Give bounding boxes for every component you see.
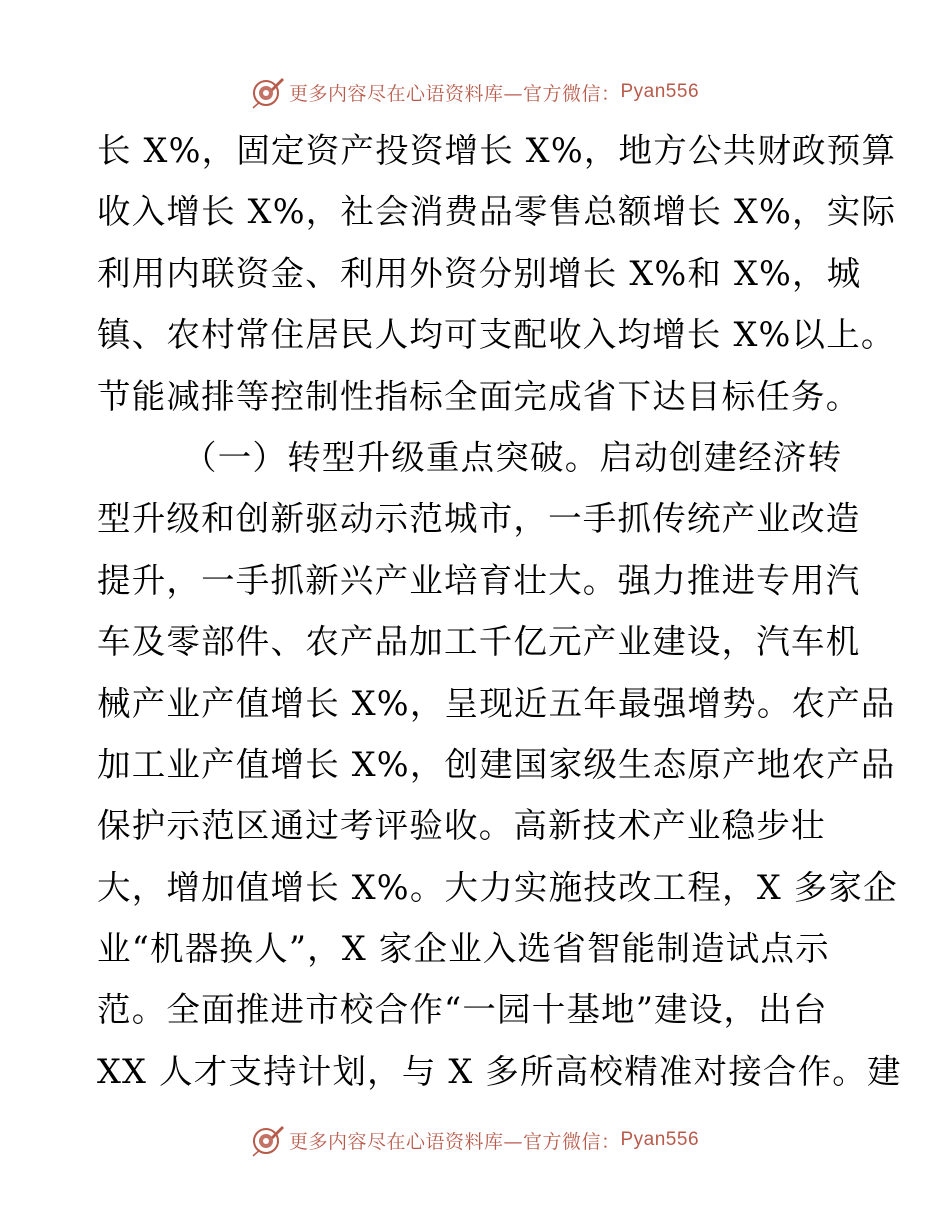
text-line: 范。全面推进市校合作“一园十基地”建设，出台 [97,990,828,1030]
document-body [97,120,902,1102]
text-line: 业“机器换人”，X 家企业入选省智能制造试点示 [97,929,830,969]
watermark-text: 更多内容尽在心语资料库—官方微信： [288,1130,621,1153]
text-line: 保护示范区通过考评验收。高新技术产业稳步壮 [97,806,826,846]
text-line: 利用内联资金、利用外资分别增长 X%和 X%，城 [97,253,862,293]
text-line: 长 X%，固定资产投资增长 X%，地方公共财政预算 [97,131,897,170]
watermark-wechat-id: Pyan556 [620,81,700,102]
text-line: 加工业产值增长 X%，创建国家级生态原产地农产品 [97,744,896,784]
text-line: 节能减排等控制性指标全面完成省下达目标任务。 [97,376,861,416]
text-line: 镇、农村常住居民人均可支配收入均增长 X%以上。 [97,315,896,355]
text-line: 收入增长 X%，社会消费品零售总额增长 X%，实际 [97,192,897,232]
header-watermark [0,72,950,112]
text-line: 车及零部件、农产品加工千亿元产业建设，汽车机 [97,622,861,662]
watermark-wechat-id: Pyan556 [620,1129,700,1150]
watermark-text: 更多内容尽在心语资料库—官方微信： [288,82,621,105]
footer-watermark [0,1120,950,1160]
text-line: 械产业产值增长 X%，呈现近五年最强增势。农产品 [97,683,896,723]
text-line: 提升，一手抓新兴产业培育壮大。强力推进专用汽 [97,560,861,600]
pen-seal-icon [251,75,285,109]
text-line: XX 人才支持计划，与 X 多所高校精准对接合作。建 [97,1051,902,1091]
section-heading-line: （一）转型升级重点突破。启动创建经济转 [183,437,843,477]
pen-seal-icon [251,1123,285,1157]
text-line: 型升级和创新驱动示范城市，一手抓传统产业改造 [97,499,861,539]
text-line: 大，增加值增长 X%。大力实施技改工程，X 多家企 [97,867,898,907]
